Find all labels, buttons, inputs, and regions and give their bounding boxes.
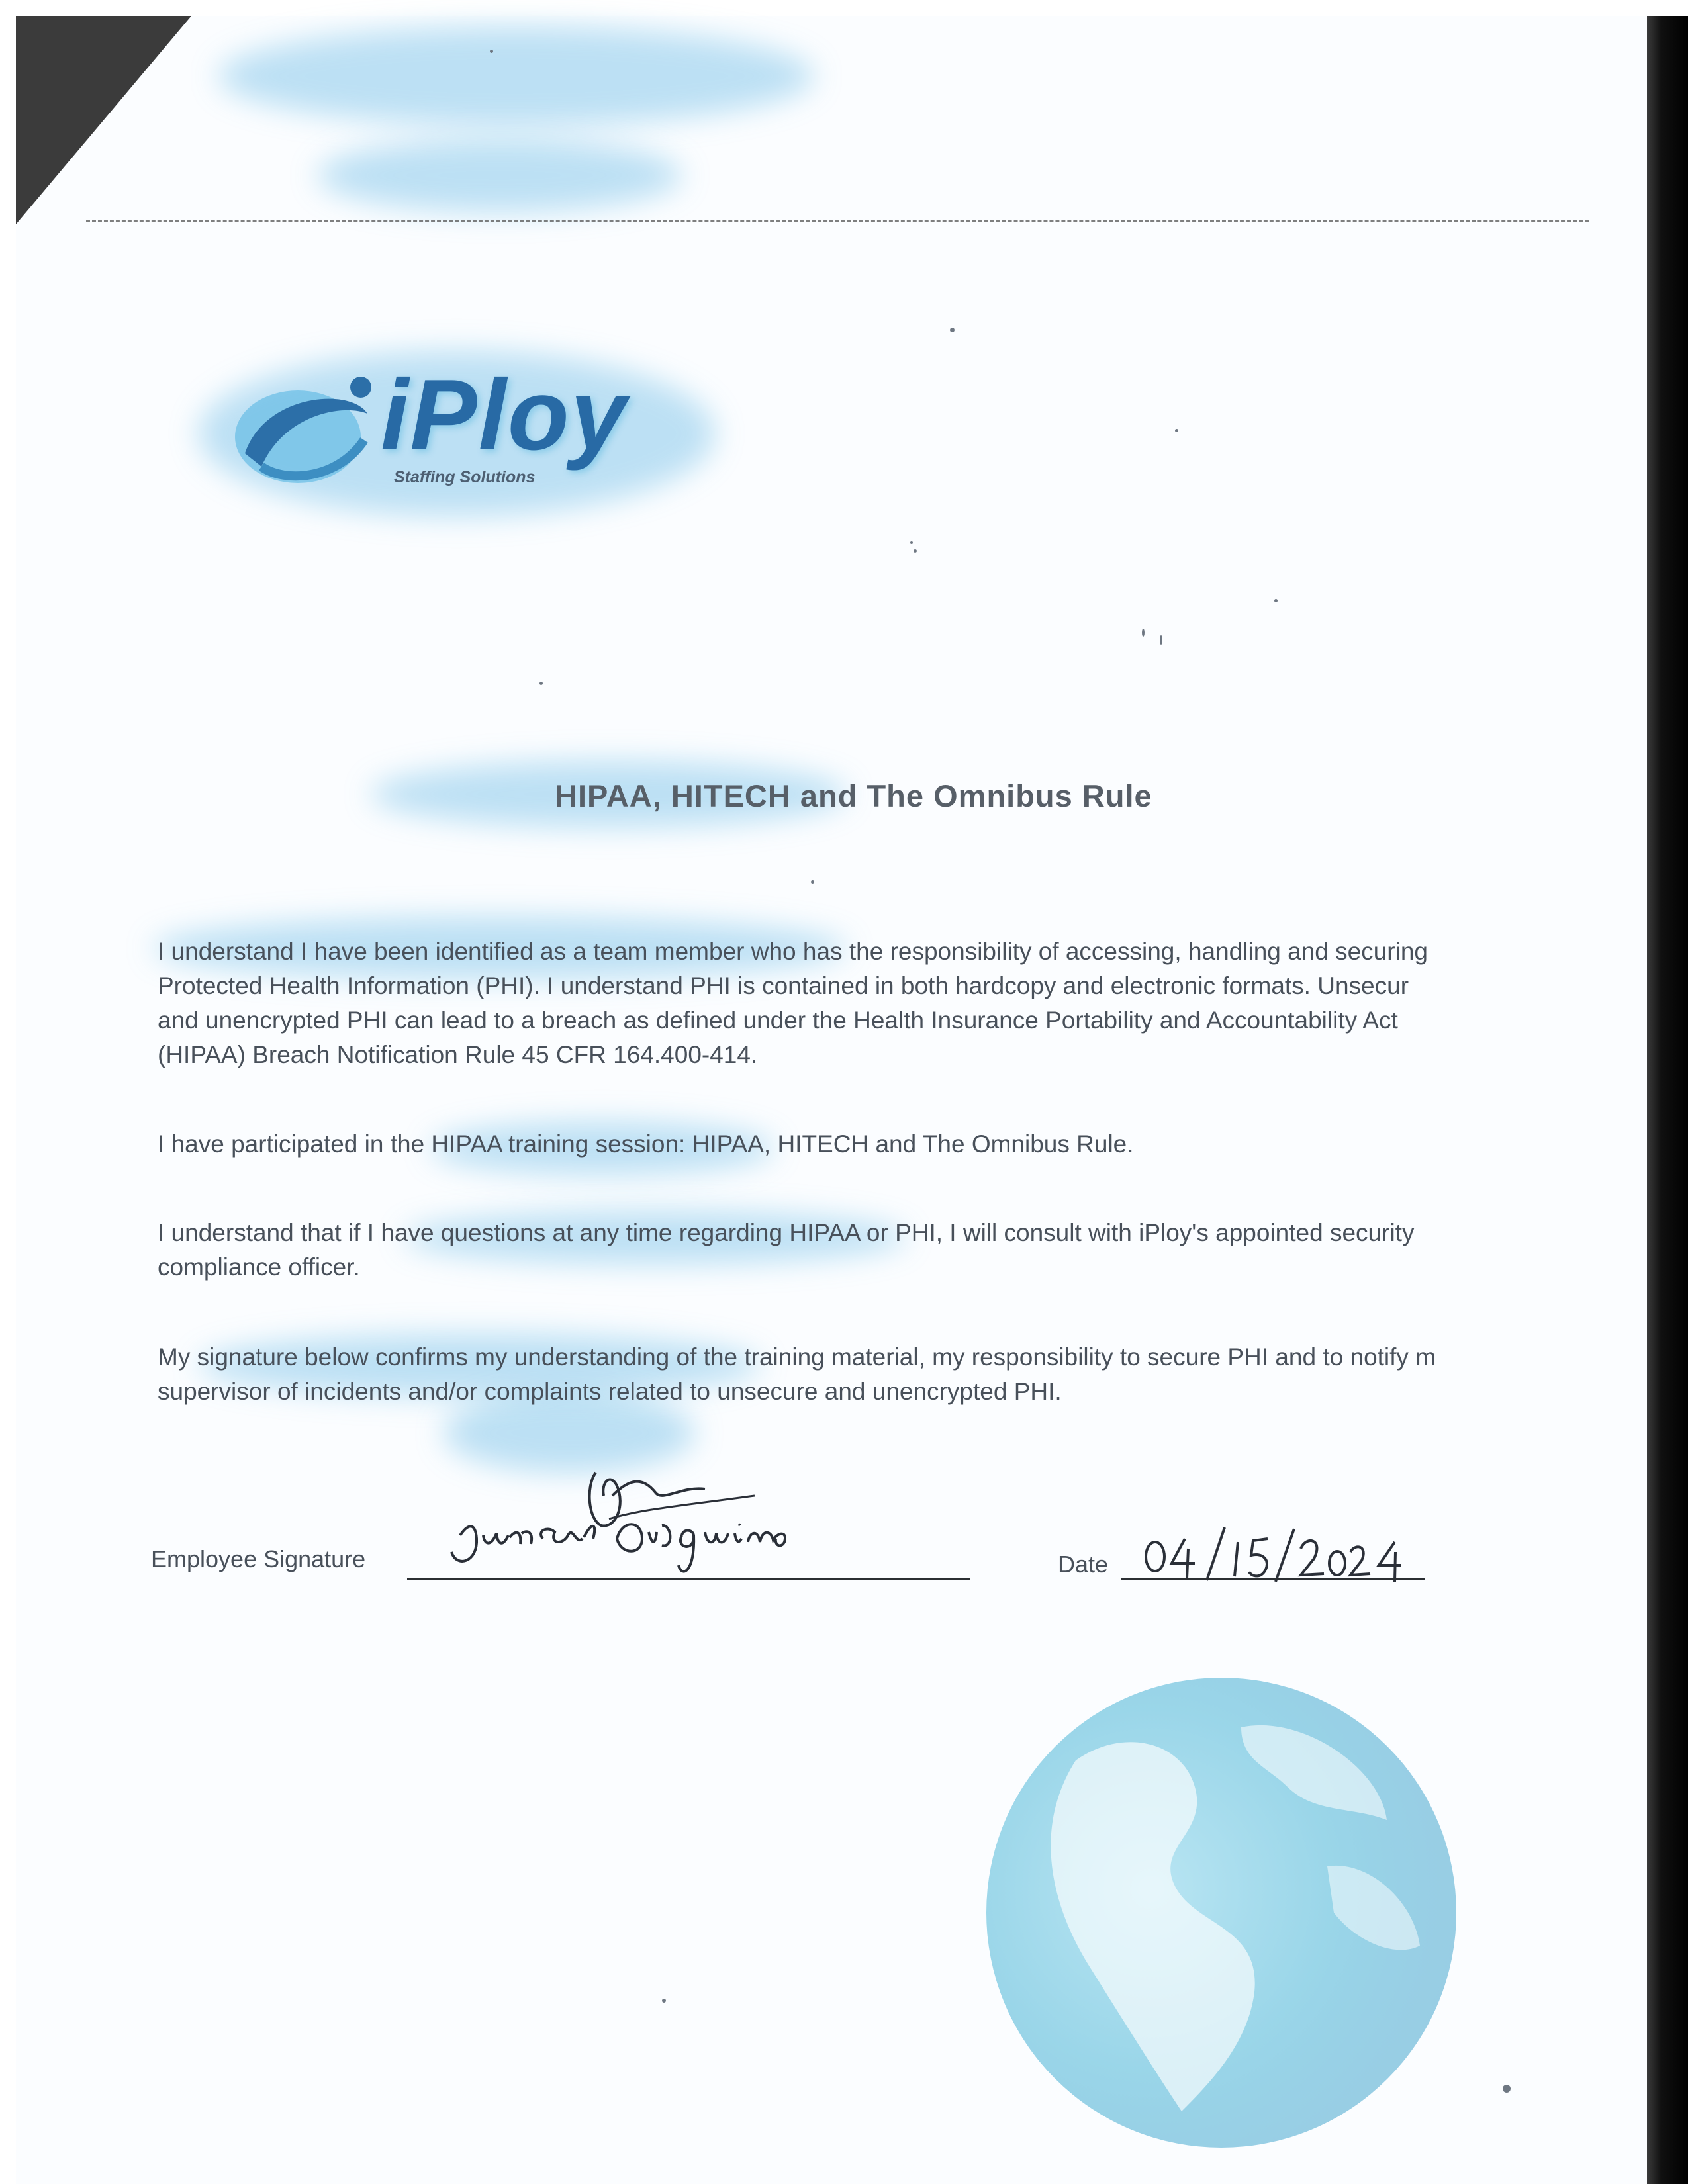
- folded-corner-shadow: [16, 16, 191, 224]
- scan-speck: [950, 328, 955, 332]
- paragraph-training-participation: I have participated in the HIPAA training session: HIPAA, HITECH and The Omnibus Rule.: [158, 1130, 1134, 1158]
- paragraph-compliance-officer: I understand that if I have questions at any time regarding HIPAA or PHI, I will consult with iPloy's appointed security compliance officer.: [158, 1219, 1415, 1281]
- header-dashed-rule: [86, 220, 1589, 222]
- scan-speck: [490, 50, 493, 53]
- scan-edge-shadow: [1647, 16, 1688, 2184]
- handwritten-date: [1135, 1516, 1413, 1585]
- logo-tagline: Staffing Solutions: [394, 468, 536, 486]
- scan-border-left: [0, 0, 16, 2184]
- globe-swoosh-icon: [225, 367, 384, 493]
- date-line: [1121, 1578, 1425, 1580]
- company-logo: [225, 341, 688, 500]
- scan-speck: [539, 682, 543, 685]
- scan-speck: [1160, 635, 1162, 645]
- paragraph-phi-responsibility: I understand I have been identified as a team member who has the responsibility of accessing, handling and securing Protected Health Information (PHI). I understand PHI is contained in both hardcopy and electronic formats. Unsecur and unencrypted PHI can lead to a breach as defined under the Health Insurance Portability and Accountability Act (HIPAA) Breach Notification Rule 45 CFR 164.400-414.: [158, 938, 1428, 1068]
- paragraph-signature-confirmation: My signature below confirms my understanding of the training material, my responsibility to secure PHI and to notify m supervisor of incidents and/or complaints related to unsecure and unencrypted PHI.: [158, 1343, 1436, 1405]
- scan-speck: [811, 880, 814, 884]
- date-label: Date: [1058, 1551, 1109, 1578]
- scan-border-top: [0, 0, 1688, 16]
- scan-speck: [662, 1999, 666, 2003]
- toner-smear: [218, 26, 814, 126]
- handwritten-signature: [444, 1446, 841, 1585]
- document-title: HIPAA, HITECH and The Omnibus Rule: [555, 778, 1152, 813]
- logo-wordmark: iPloy: [381, 359, 628, 471]
- globe-watermark-icon: [957, 1648, 1460, 2151]
- scan-speck: [1274, 599, 1278, 602]
- scan-speck: [1175, 429, 1178, 432]
- scan-speck: [1503, 2085, 1511, 2093]
- employee-signature-label: Employee Signature: [151, 1545, 366, 1572]
- signature-line: [407, 1578, 970, 1580]
- scan-speck: [1142, 629, 1145, 637]
- toner-smear: [318, 139, 682, 212]
- scan-speck: [914, 549, 917, 553]
- scan-speck: [910, 541, 913, 544]
